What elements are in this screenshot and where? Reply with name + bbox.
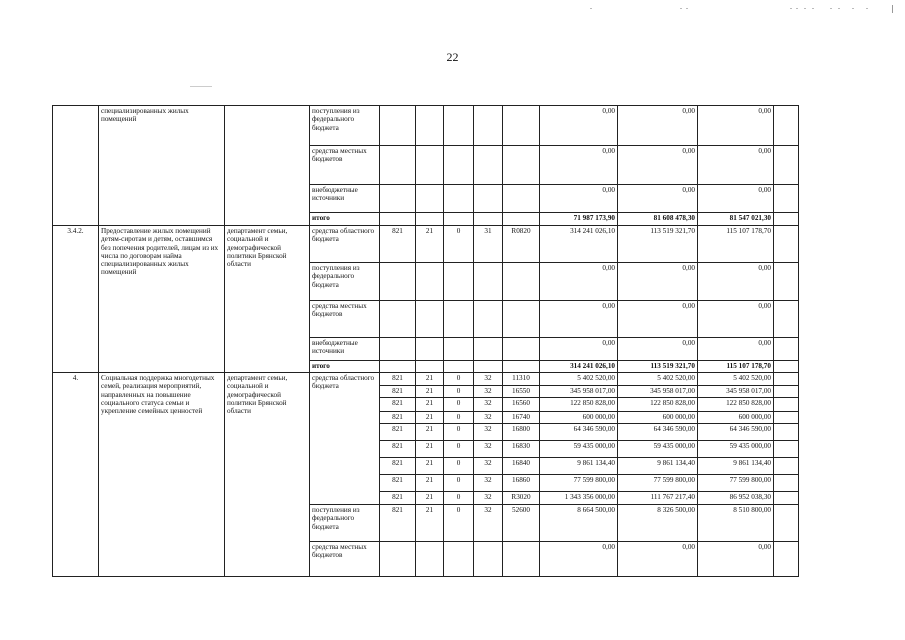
code-cell	[444, 213, 474, 226]
code-cell	[503, 213, 540, 226]
code-cell	[444, 146, 474, 185]
code-cell: 0	[444, 226, 474, 263]
amount-cell: 0,00	[618, 301, 698, 338]
code-cell	[474, 542, 503, 577]
amount-cell: 86 952 038,30	[698, 492, 774, 505]
code-cell	[444, 361, 474, 373]
code-cell	[416, 542, 444, 577]
code-cell	[380, 338, 416, 361]
executor-cell: департамент семьи, социальной и демографической политики Брянской области	[225, 226, 310, 373]
funding-source-cell: средства областного бюджета	[310, 226, 380, 263]
code-cell	[503, 542, 540, 577]
blank-cell	[774, 146, 799, 185]
amount-cell: 64 346 590,00	[698, 424, 774, 441]
measure-name-cell: Предоставление жилых помещений детям-сиротам и детям, оставшимся без попечения родителей, лицам из их числа по договорам найма специализированных жилых помещений	[99, 226, 225, 373]
code-cell	[380, 106, 416, 146]
code-cell: 32	[474, 475, 503, 492]
code-cell: 0	[444, 475, 474, 492]
scan-artifact	[190, 86, 212, 87]
code-cell	[503, 263, 540, 301]
blank-cell	[774, 492, 799, 505]
code-cell	[503, 361, 540, 373]
code-cell	[444, 542, 474, 577]
code-cell: 21	[416, 458, 444, 475]
amount-cell: 59 435 000,00	[698, 441, 774, 458]
code-cell	[416, 361, 444, 373]
code-cell: 821	[380, 373, 416, 386]
blank-cell	[774, 542, 799, 577]
amount-cell: 0,00	[698, 542, 774, 577]
code-cell: 0	[444, 412, 474, 424]
funding-source-cell: поступления из федерального бюджета	[310, 106, 380, 146]
amount-cell: 122 850 828,00	[698, 398, 774, 412]
code-cell	[416, 185, 444, 213]
amount-cell: 115 107 178,70	[698, 226, 774, 263]
amount-cell: 0,00	[618, 338, 698, 361]
blank-cell	[774, 505, 799, 542]
amount-cell: 0,00	[618, 263, 698, 301]
amount-cell: 345 958 017,00	[540, 386, 618, 398]
blank-cell	[774, 106, 799, 146]
code-cell: 21	[416, 398, 444, 412]
funding-source-cell: внебюджетные источники	[310, 185, 380, 213]
amount-cell: 0,00	[540, 146, 618, 185]
blank-cell	[774, 441, 799, 458]
code-cell: 16550	[503, 386, 540, 398]
row-number-cell: 3.4.2.	[53, 226, 99, 373]
amount-cell: 5 402 520,00	[618, 373, 698, 386]
page-number: 22	[446, 50, 459, 64]
total-amount-cell: 113 519 321,70	[618, 361, 698, 373]
amount-cell: 111 767 217,40	[618, 492, 698, 505]
amount-cell: 59 435 000,00	[540, 441, 618, 458]
code-cell: 0	[444, 386, 474, 398]
funding-source-cell: внебюджетные источники	[310, 338, 380, 361]
table-row	[53, 106, 799, 146]
code-cell: 821	[380, 424, 416, 441]
code-cell	[380, 213, 416, 226]
code-cell: 821	[380, 398, 416, 412]
code-cell: 32	[474, 505, 503, 542]
amount-cell: 113 519 321,70	[618, 226, 698, 263]
amount-cell: 77 599 800,00	[618, 475, 698, 492]
code-cell	[380, 542, 416, 577]
row-number-cell	[53, 106, 99, 226]
blank-cell	[774, 213, 799, 226]
blank-cell	[774, 458, 799, 475]
total-amount-cell: 81 547 021,30	[698, 213, 774, 226]
blank-cell	[774, 386, 799, 398]
code-cell	[474, 301, 503, 338]
code-cell	[474, 106, 503, 146]
amount-cell: 0,00	[698, 301, 774, 338]
total-label-cell: итого	[310, 361, 380, 373]
code-cell	[416, 106, 444, 146]
code-cell	[444, 185, 474, 213]
amount-cell: 0,00	[698, 146, 774, 185]
code-cell	[503, 338, 540, 361]
total-amount-cell: 314 241 026,10	[540, 361, 618, 373]
blank-cell	[774, 338, 799, 361]
amount-cell: 9 861 134,40	[698, 458, 774, 475]
code-cell: 821	[380, 492, 416, 505]
table-row	[53, 373, 799, 386]
funding-source-cell: поступления из федерального бюджета	[310, 263, 380, 301]
code-cell: 821	[380, 505, 416, 542]
blank-cell	[774, 373, 799, 386]
total-amount-cell: 81 608 478,30	[618, 213, 698, 226]
amount-cell: 64 346 590,00	[618, 424, 698, 441]
amount-cell: 77 599 800,00	[540, 475, 618, 492]
code-cell: 16840	[503, 458, 540, 475]
code-cell: 0	[444, 492, 474, 505]
code-cell: 31	[474, 226, 503, 263]
code-cell	[503, 301, 540, 338]
code-cell	[474, 213, 503, 226]
amount-cell: 0,00	[618, 185, 698, 213]
amount-cell: 0,00	[618, 542, 698, 577]
code-cell: 21	[416, 373, 444, 386]
amount-cell: 0,00	[540, 301, 618, 338]
code-cell	[416, 146, 444, 185]
code-cell: 16560	[503, 398, 540, 412]
code-cell: 0	[444, 458, 474, 475]
amount-cell: 1 343 356 000,00	[540, 492, 618, 505]
code-cell	[416, 213, 444, 226]
amount-cell: 8 326 500,00	[618, 505, 698, 542]
amount-cell: 0,00	[698, 185, 774, 213]
total-amount-cell: 115 107 178,70	[698, 361, 774, 373]
code-cell: 0	[444, 373, 474, 386]
code-cell: 821	[380, 441, 416, 458]
code-cell: 821	[380, 475, 416, 492]
code-cell: 32	[474, 373, 503, 386]
amount-cell: 0,00	[698, 106, 774, 146]
amount-cell: 0,00	[540, 263, 618, 301]
code-cell: 32	[474, 386, 503, 398]
code-cell: 821	[380, 412, 416, 424]
code-cell: 21	[416, 505, 444, 542]
blank-cell	[774, 301, 799, 338]
code-cell	[444, 301, 474, 338]
code-cell: 21	[416, 492, 444, 505]
code-cell: 52600	[503, 505, 540, 542]
funding-source-cell: средства местных бюджетов	[310, 146, 380, 185]
code-cell: 0	[444, 398, 474, 412]
amount-cell: 5 402 520,00	[540, 373, 618, 386]
amount-cell: 0,00	[540, 542, 618, 577]
measure-name-cell: специализированных жилых помещений	[99, 106, 225, 226]
code-cell	[380, 146, 416, 185]
code-cell: 16740	[503, 412, 540, 424]
code-cell	[380, 185, 416, 213]
code-cell	[444, 106, 474, 146]
code-cell	[503, 146, 540, 185]
code-cell: R3020	[503, 492, 540, 505]
code-cell: 32	[474, 398, 503, 412]
code-cell	[380, 301, 416, 338]
blank-cell	[774, 398, 799, 412]
funding-source-cell: средства местных бюджетов	[310, 542, 380, 577]
blank-cell	[774, 185, 799, 213]
code-cell	[474, 338, 503, 361]
code-cell	[380, 263, 416, 301]
code-cell: 0	[444, 424, 474, 441]
code-cell: 16800	[503, 424, 540, 441]
amount-cell: 0,00	[698, 338, 774, 361]
amount-cell: 345 958 017,00	[698, 386, 774, 398]
executor-cell: департамент семьи, социальной и демографической политики Брянской области	[225, 373, 310, 577]
code-cell	[474, 361, 503, 373]
amount-cell: 64 346 590,00	[540, 424, 618, 441]
funding-source-cell: средства областного бюджета	[310, 373, 380, 505]
code-cell: 32	[474, 458, 503, 475]
code-cell: 21	[416, 412, 444, 424]
row-number-cell: 4.	[53, 373, 99, 577]
amount-cell: 8 664 500,00	[540, 505, 618, 542]
amount-cell: 59 435 000,00	[618, 441, 698, 458]
code-cell	[416, 301, 444, 338]
code-cell: R0820	[503, 226, 540, 263]
code-cell: 21	[416, 441, 444, 458]
amount-cell: 5 402 520,00	[698, 373, 774, 386]
blank-cell	[774, 263, 799, 301]
blank-cell	[774, 475, 799, 492]
amount-cell: 600 000,00	[540, 412, 618, 424]
measure-name-cell: Социальная поддержка многодетных семей, реализация мероприятий, направленных на повышение социального статуса семьи и укрепление семейных ценностей	[99, 373, 225, 577]
amount-cell: 9 861 134,40	[540, 458, 618, 475]
table-row	[53, 226, 799, 263]
blank-cell	[774, 361, 799, 373]
code-cell	[474, 146, 503, 185]
code-cell	[444, 263, 474, 301]
code-cell	[503, 106, 540, 146]
funding-source-cell: средства местных бюджетов	[310, 301, 380, 338]
amount-cell: 345 958 017,00	[618, 386, 698, 398]
code-cell	[474, 185, 503, 213]
budget-table	[52, 105, 799, 577]
amount-cell: 314 241 026,10	[540, 226, 618, 263]
code-cell: 32	[474, 424, 503, 441]
code-cell: 21	[416, 475, 444, 492]
code-cell: 16830	[503, 441, 540, 458]
code-cell: 32	[474, 412, 503, 424]
amount-cell: 122 850 828,00	[618, 398, 698, 412]
executor-cell	[225, 106, 310, 226]
code-cell: 21	[416, 386, 444, 398]
total-amount-cell: 71 987 173,90	[540, 213, 618, 226]
amount-cell: 0,00	[540, 106, 618, 146]
blank-cell	[774, 226, 799, 263]
amount-cell: 600 000,00	[698, 412, 774, 424]
code-cell: 821	[380, 226, 416, 263]
code-cell: 32	[474, 492, 503, 505]
code-cell	[416, 338, 444, 361]
amount-cell: 0,00	[618, 146, 698, 185]
funding-source-cell: поступления из федерального бюджета	[310, 505, 380, 542]
total-label-cell: итого	[310, 213, 380, 226]
blank-cell	[774, 424, 799, 441]
amount-cell: 0,00	[540, 185, 618, 213]
amount-cell: 0,00	[618, 106, 698, 146]
blank-cell	[774, 412, 799, 424]
code-cell	[444, 338, 474, 361]
code-cell: 32	[474, 441, 503, 458]
code-cell	[503, 185, 540, 213]
code-cell: 16860	[503, 475, 540, 492]
amount-cell: 8 510 800,00	[698, 505, 774, 542]
amount-cell: 600 000,00	[618, 412, 698, 424]
code-cell	[416, 263, 444, 301]
amount-cell: 0,00	[698, 263, 774, 301]
code-cell: 21	[416, 424, 444, 441]
code-cell	[474, 263, 503, 301]
code-cell: 11310	[503, 373, 540, 386]
amount-cell: 122 850 828,00	[540, 398, 618, 412]
scan-artifact	[892, 5, 893, 13]
scan-noise	[590, 8, 890, 28]
amount-cell: 77 599 800,00	[698, 475, 774, 492]
code-cell: 0	[444, 441, 474, 458]
code-cell: 0	[444, 505, 474, 542]
code-cell: 821	[380, 458, 416, 475]
amount-cell: 9 861 134,40	[618, 458, 698, 475]
code-cell: 21	[416, 226, 444, 263]
code-cell	[380, 361, 416, 373]
code-cell: 821	[380, 386, 416, 398]
amount-cell: 0,00	[540, 338, 618, 361]
